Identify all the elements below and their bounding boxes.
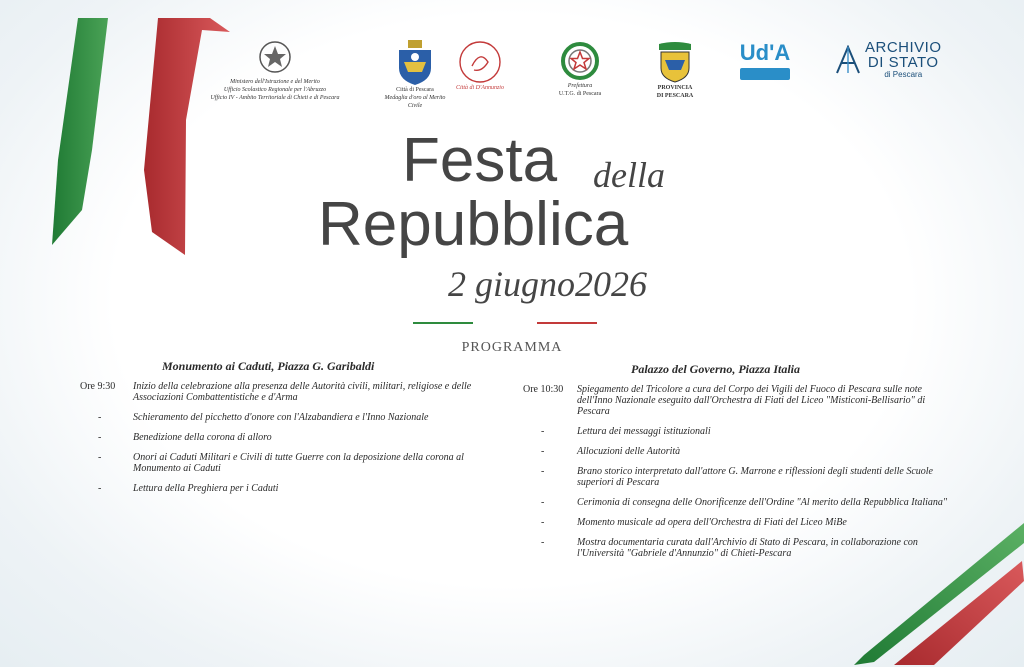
program-item: Ore 9:30 Inizio della celebrazione alla presenza delle Autorità civili, militari, religiose e delle Associazioni Combattentistiche e d'Arma [80, 381, 472, 403]
logo-archivio: ARCHIVIO DI STATO di Pescara [835, 40, 955, 79]
programma-heading: PROGRAMMA [461, 340, 563, 355]
divider-red [537, 322, 597, 324]
logo-citta-dannunzio: Città di D'Annunzio [450, 40, 510, 92]
program-item: - Mostra documentaria curata dall'Archivio di Stato di Pescara, in collaborazione con l'Università "Gabriele d'Annunzio" di Chieti-Pescara [541, 537, 918, 559]
coat-of-arms-icon [396, 40, 434, 86]
logo-prefettura: Prefettura U.T.G. di Pescara [545, 40, 615, 98]
right-location-heading: Palazzo del Governo, Piazza Italia [631, 362, 801, 376]
logo-ministero: Ministero dell'Istruzione e del Merito Ufficio Scolastico Regionale per l'Abruzzo Ufficio IV - Ambito Territoriale di Chieti e di Pescara [200, 40, 350, 102]
logo-row [200, 40, 960, 120]
archivio-mark-icon [835, 45, 861, 75]
event-date: 2 giugno2026 [448, 264, 648, 304]
program-item: Ore 10:30 Spiegamento del Tricolore a cura del Corpo dei Vigili del Fuoco di Pescara sulle note dell'Inno Nazionale eseguito dall'Orchestra di Fiati del Liceo "Misticoni-Bellisario" di Pescara [523, 384, 926, 417]
title-della: della [593, 155, 665, 195]
program-item: - Momento musicale ad opera dell'Orchestra di Fiati del Liceo MiBe [541, 517, 847, 528]
program-item: - Lettura dei messaggi istituzionali [541, 426, 711, 437]
emblem-icon [258, 40, 292, 74]
program-item: - Onori ai Caduti Militari e Civili di tutte Guerre con la deposizione della corona al Monumento ai Caduti [98, 452, 464, 474]
logo-provincia: PROVINCIA DI PESCARA [645, 40, 705, 100]
title-repubblica: Repubblica [318, 190, 629, 259]
program-item: - Allocuzioni delle Autorità [541, 446, 681, 457]
program-item: - Lettura della Preghiera per i Caduti [98, 483, 279, 494]
program-item: - Cerimonia di consegna delle Onorificenze dell'Ordine "Al merito della Repubblica Italiana" [541, 497, 948, 508]
program-item: - Brano storico interpretato dall'attore G. Marrone e riflessioni degli studenti delle Scuole superiori di Pescara [541, 466, 933, 488]
provincia-arms-icon [655, 40, 695, 84]
divider-green [413, 322, 473, 324]
program-item: - Schieramento del picchetto d'onore con l'Alzabandiera e l'Inno Nazionale [98, 412, 429, 423]
tricolore-ribbon-bottom [824, 497, 1024, 667]
uda-band [740, 68, 790, 80]
dannunzio-stamp-icon [458, 40, 502, 84]
left-location-heading: Monumento ai Caduti, Piazza G. Garibaldi [162, 359, 375, 373]
uda-wordmark: Ud'A [739, 40, 791, 65]
program-left-column [80, 361, 500, 503]
program-item: - Benedizione della corona di alloro [98, 432, 272, 443]
logo-citta-pescara: Città di Pescara Medaglia d'oro al Merito Civile [380, 40, 450, 110]
logo-uda [735, 40, 795, 80]
repubblica-emblem-icon [559, 40, 601, 82]
title-festa: Festa [402, 126, 558, 195]
